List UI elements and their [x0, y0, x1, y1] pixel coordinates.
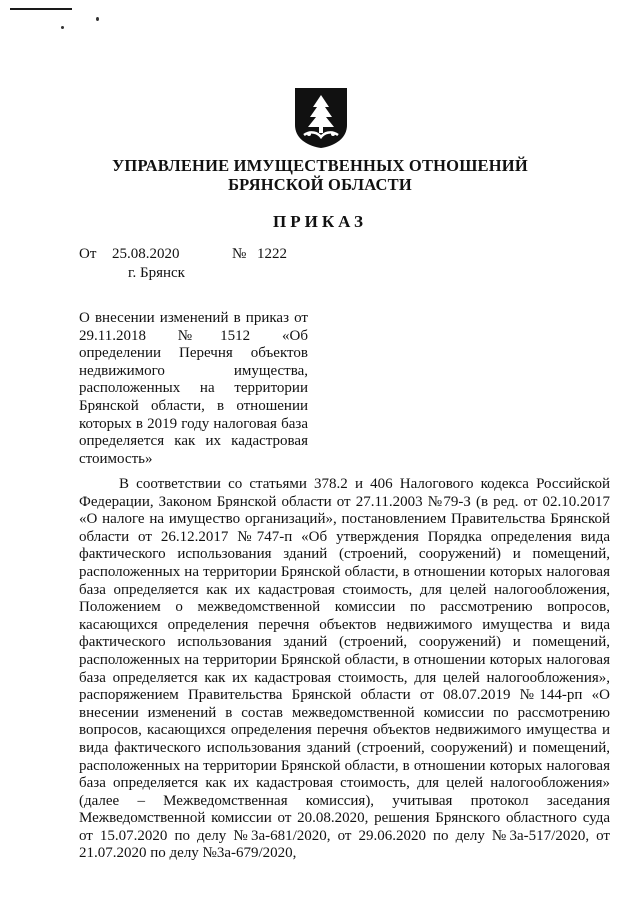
scan-speck [96, 17, 99, 21]
order-subject: О внесении изменений в приказ от 29.11.2018 №1512 «Об определении Перечня объектов недвижимого имущества, расположенных на территории Брянской области, в отношении которых в 2019 году налоговая база определяется как их кадастровая стоимость» [79, 310, 308, 467]
scan-artifact-line [10, 8, 72, 10]
date-prefix: От [79, 246, 97, 262]
order-body-paragraph: В соответствии со статьями 378.2 и 406 Налогового кодекса Российской Федерации, Законом Брянской области от 27.11.2003 №79-З (в ред. от 02.10.2017 «О налоге на имущество организаций», постановлением Правительства Брянской области от 26.12.2017 №747-п «Об утверждения Порядка определения вида фактического использования зданий (строений, сооружений) и помещений, расположенных на территории Брянской области, в отношении которых налоговая база определяется как их кадастровая стоимость, для целей налогообложения, Положением о межведомственной комиссии по рассмотрению вопросов, касающихся определения перечня объектов недвижимого имущества и вида фактического использования зданий (строений, сооружений) и помещений, расположенных на территории Брянской области, в отношении которых налоговая база определяется как их кадастровая стоимость, для целей налогообложения», распоряжением Правительства Брянской области от 08.07.2019 №144-рп «О внесении изменений в состав межведомственной комиссии по рассмотрению вопросов, касающихся определения перечня объектов недвижимого имущества и вида фактического использования зданий (строений, сооружений) и помещений, расположенных на территории Брянской области, в отношении которых налоговая база определяется как их кадастровая стоимость, для целей налогообложения» (далее – Межведомственная комиссия), учитывая протокол заседания Межведомственной комиссии от 20.08.2020, решения Брянского областного суда от 15.07.2020 по делу №3а-681/2020, от 29.06.2020 по делу №3а-517/2020, от 21.07.2020 по делу №3а-679/2020, [79, 476, 610, 862]
scan-speck [61, 26, 64, 29]
coat-of-arms-icon [294, 87, 348, 149]
order-number: 1222 [257, 246, 287, 262]
document-type-title: ПРИКАЗ [273, 212, 367, 231]
order-city: г. Брянск [128, 265, 185, 281]
organization-name-line2: БРЯНСКОЙ ОБЛАСТИ [228, 175, 412, 194]
number-prefix: № [232, 246, 247, 262]
order-date: 25.08.2020 [112, 246, 180, 262]
organization-name-line1: УПРАВЛЕНИЕ ИМУЩЕСТВЕННЫХ ОТНОШЕНИЙ [112, 156, 528, 175]
